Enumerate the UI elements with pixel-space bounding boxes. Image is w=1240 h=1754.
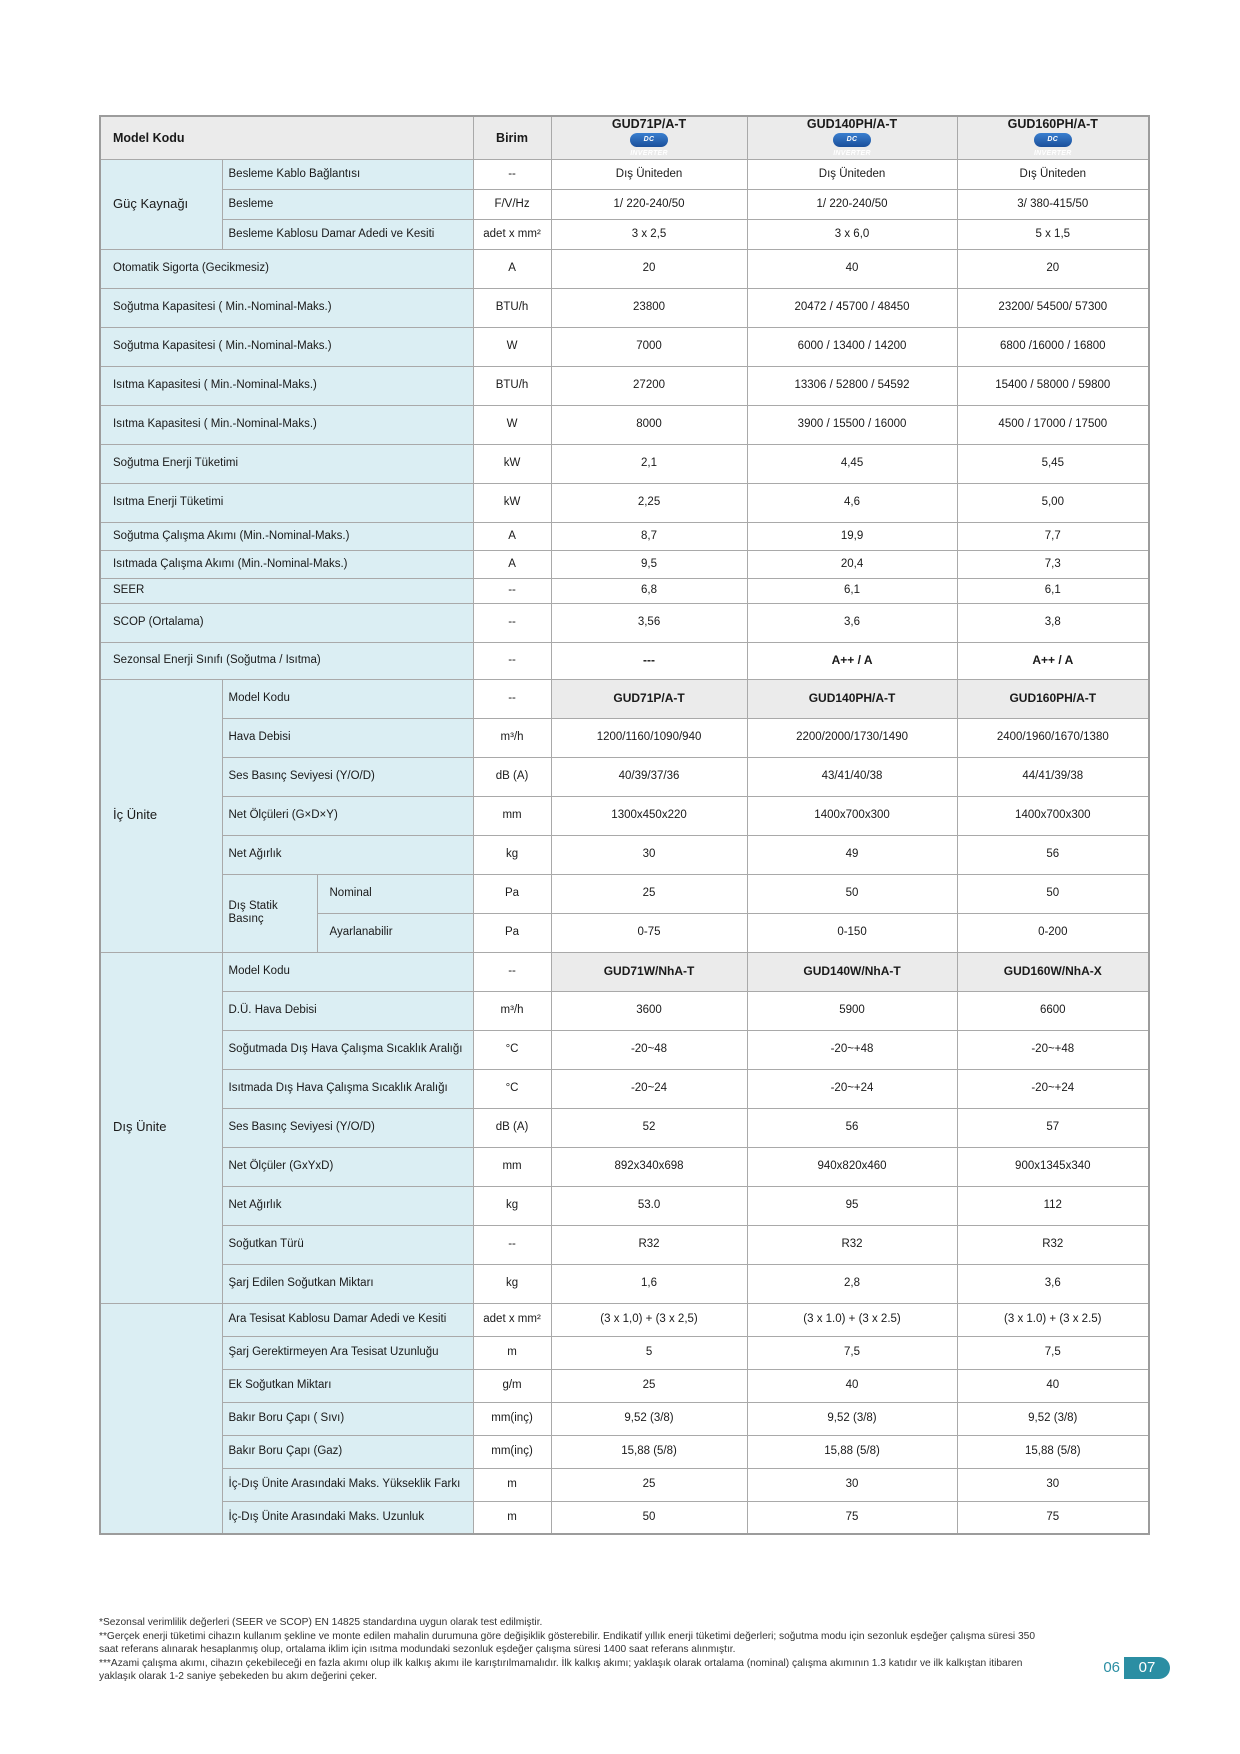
table-row <box>100 550 1149 578</box>
row-sublabel: Nominal <box>317 874 473 913</box>
row-label: Isıtma Enerji Tüketimi <box>100 483 473 522</box>
unit-cell: g/m <box>473 1369 551 1402</box>
value-cell: 0-200 <box>957 913 1149 952</box>
value-cell: 0-75 <box>551 913 747 952</box>
table-row <box>100 1336 1149 1369</box>
value-cell: 23800 <box>551 288 747 327</box>
row-label: Soğutkan Türü <box>222 1225 473 1264</box>
value-cell: 44/41/39/38 <box>957 757 1149 796</box>
table-row <box>100 249 1149 288</box>
value-cell: 23200/ 54500/ 57300 <box>957 288 1149 327</box>
value-cell: 3,56 <box>551 603 747 642</box>
value-cell: 2,1 <box>551 444 747 483</box>
table-row <box>100 718 1149 757</box>
value-cell: 52 <box>551 1108 747 1147</box>
value-cell: 6,8 <box>551 578 747 603</box>
value-cell: 3600 <box>551 991 747 1030</box>
table-row <box>100 874 1149 913</box>
unit-cell: m³/h <box>473 718 551 757</box>
unit-cell: Pa <box>473 913 551 952</box>
row-label: Otomatik Sigorta (Gecikmesiz) <box>100 249 473 288</box>
value-cell: 3,6 <box>957 1264 1149 1303</box>
value-cell: R32 <box>551 1225 747 1264</box>
table-row <box>100 1435 1149 1468</box>
unit-cell: kW <box>473 483 551 522</box>
unit-cell: -- <box>473 1225 551 1264</box>
value-cell: 15,88 (5/8) <box>957 1435 1149 1468</box>
model-header <box>957 116 1149 159</box>
value-cell: 30 <box>747 1468 957 1501</box>
unit-cell: °C <box>473 1030 551 1069</box>
value-cell: 9,52 (3/8) <box>957 1402 1149 1435</box>
value-cell: 49 <box>747 835 957 874</box>
value-cell: -20~+24 <box>957 1069 1149 1108</box>
value-cell: 25 <box>551 874 747 913</box>
row-label: SCOP (Ortalama) <box>100 603 473 642</box>
value-cell: GUD160W/NhA-X <box>957 952 1149 991</box>
value-cell: 3 x 2,5 <box>551 219 747 249</box>
unit-cell: BTU/h <box>473 366 551 405</box>
value-cell: 7,5 <box>747 1336 957 1369</box>
value-cell: 1/ 220-240/50 <box>551 189 747 219</box>
section-indoor-unit: İç Ünite <box>100 679 222 952</box>
row-label: Şarj Gerektirmeyen Ara Tesisat Uzunluğu <box>222 1336 473 1369</box>
row-label: Soğutmada Dış Hava Çalışma Sıcaklık Aralığı <box>222 1030 473 1069</box>
unit-cell: -- <box>473 952 551 991</box>
table-row <box>100 189 1149 219</box>
footnote: ***Azami çalışma akımı, cihazın çekebileceği en fazla akımı olup ilk kalkış akımı ile karıştırılmamalıdır. İlk kalkış akımı; yaklaşık olarak ortalama (nominal) çalışma akımının 1.3 katıdır ve ilk kalkıştan itibaren yaklaşık olarak 1-2 saniye şebekeden bu akım değerini çeker. <box>99 1657 1023 1682</box>
row-label: Isıtma Kapasitesi ( Min.-Nominal-Maks.) <box>100 366 473 405</box>
table-row <box>100 405 1149 444</box>
row-label: Besleme Kablosu Damar Adedi ve Kesiti <box>222 219 473 249</box>
value-cell: 2200/2000/1730/1490 <box>747 718 957 757</box>
table-row <box>100 1225 1149 1264</box>
value-cell: 2,25 <box>551 483 747 522</box>
table-row <box>100 578 1149 603</box>
section-piping <box>100 1303 222 1534</box>
value-cell: 50 <box>747 874 957 913</box>
value-cell: 7,3 <box>957 550 1149 578</box>
table-row <box>100 116 1149 159</box>
value-cell: 112 <box>957 1186 1149 1225</box>
unit-cell: m³/h <box>473 991 551 1030</box>
table-row <box>100 1030 1149 1069</box>
value-cell: 9,52 (3/8) <box>747 1402 957 1435</box>
value-cell: 13306 / 52800 / 54592 <box>747 366 957 405</box>
value-cell: 20 <box>957 249 1149 288</box>
value-cell: 3 x 6,0 <box>747 219 957 249</box>
value-cell: 9,52 (3/8) <box>551 1402 747 1435</box>
value-cell: 2,8 <box>747 1264 957 1303</box>
table-row <box>100 288 1149 327</box>
table-row <box>100 835 1149 874</box>
model-header <box>551 116 747 159</box>
value-cell: -20~48 <box>551 1030 747 1069</box>
value-cell: 5 x 1,5 <box>957 219 1149 249</box>
value-cell: 27200 <box>551 366 747 405</box>
unit-cell: -- <box>473 159 551 189</box>
value-cell: Dış Üniteden <box>957 159 1149 189</box>
value-cell: 50 <box>957 874 1149 913</box>
table-row <box>100 1108 1149 1147</box>
row-label: Bakır Boru Çapı ( Sıvı) <box>222 1402 473 1435</box>
model-name: GUD71P/A-T <box>611 117 687 131</box>
value-cell: 5900 <box>747 991 957 1030</box>
value-cell: 15400 / 58000 / 59800 <box>957 366 1149 405</box>
table-row <box>100 1402 1149 1435</box>
value-cell: 3900 / 15500 / 16000 <box>747 405 957 444</box>
row-label: Soğutma Kapasitesi ( Min.-Nominal-Maks.) <box>100 288 473 327</box>
footnote: **Gerçek enerji tüketimi cihazın kullanım şekline ve monte edilen mahalin durumuna göre değişiklik gösterebilir. Endikatif yıllık enerji tüketimi değerleri; soğutma modu için sezonluk eşdeğer çalışma süresi 350 saat referans alınarak hesaplanmış olup, ortalama iklim için ısıtma modundaki sezonluk eşdeğer çalışma süresi 1400 saat referans alınmıştır. <box>99 1630 1036 1655</box>
unit-cell: mm(inç) <box>473 1435 551 1468</box>
row-label: Ses Basınç Seviyesi (Y/O/D) <box>222 1108 473 1147</box>
model-name: GUD140PH/A-T <box>806 117 898 131</box>
value-cell: 3,6 <box>747 603 957 642</box>
dc-inverter-badge-icon: DC INVERTER <box>833 133 871 147</box>
row-label: Net Ağırlık <box>222 835 473 874</box>
value-cell: GUD160PH/A-T <box>957 679 1149 718</box>
unit-header: Birim <box>473 116 551 159</box>
table-row <box>100 1069 1149 1108</box>
row-label: Model Kodu <box>222 679 473 718</box>
footnotes <box>99 1616 1049 1684</box>
value-cell: 6000 / 13400 / 14200 <box>747 327 957 366</box>
value-cell: 4,45 <box>747 444 957 483</box>
value-cell: Dış Üniteden <box>747 159 957 189</box>
value-cell: 8000 <box>551 405 747 444</box>
dc-inverter-badge-icon: DC INVERTER <box>1034 133 1072 147</box>
row-label: Besleme <box>222 189 473 219</box>
unit-cell: mm <box>473 1147 551 1186</box>
row-label: SEER <box>100 578 473 603</box>
value-cell: 40/39/37/36 <box>551 757 747 796</box>
row-label: İç-Dış Ünite Arasındaki Maks. Yükseklik Farkı <box>222 1468 473 1501</box>
value-cell: 1400x700x300 <box>957 796 1149 835</box>
table-row <box>100 1303 1149 1336</box>
row-label: Isıtmada Çalışma Akımı (Min.-Nominal-Maks.) <box>100 550 473 578</box>
value-cell: 5,00 <box>957 483 1149 522</box>
value-cell: 25 <box>551 1468 747 1501</box>
value-cell: 2400/1960/1670/1380 <box>957 718 1149 757</box>
value-cell: 20472 / 45700 / 48450 <box>747 288 957 327</box>
value-cell: 19,9 <box>747 522 957 550</box>
value-cell: 5,45 <box>957 444 1149 483</box>
value-cell: -20~+48 <box>747 1030 957 1069</box>
dc-inverter-badge-icon: DC INVERTER <box>630 133 668 147</box>
model-code-header: Model Kodu <box>100 116 473 159</box>
unit-cell: kg <box>473 835 551 874</box>
table-row <box>100 1264 1149 1303</box>
value-cell: GUD140W/NhA-T <box>747 952 957 991</box>
row-label: Sezonsal Enerji Sınıfı (Soğutma / Isıtma) <box>100 642 473 679</box>
value-cell: 1/ 220-240/50 <box>747 189 957 219</box>
value-cell: -20~+24 <box>747 1069 957 1108</box>
value-cell: 0-150 <box>747 913 957 952</box>
unit-cell: A <box>473 550 551 578</box>
row-label: İç-Dış Ünite Arasındaki Maks. Uzunluk <box>222 1501 473 1534</box>
unit-cell: -- <box>473 642 551 679</box>
row-label: Ses Basınç Seviyesi (Y/O/D) <box>222 757 473 796</box>
row-label: Net Ölçüleri (G×D×Y) <box>222 796 473 835</box>
table-row <box>100 1147 1149 1186</box>
value-cell: 15,88 (5/8) <box>747 1435 957 1468</box>
value-cell: 40 <box>747 1369 957 1402</box>
value-cell: 1400x700x300 <box>747 796 957 835</box>
table-row <box>100 796 1149 835</box>
section-outdoor-unit: Dış Ünite <box>100 952 222 1303</box>
value-cell: (3 x 1.0) + (3 x 2.5) <box>957 1303 1149 1336</box>
value-cell: 40 <box>747 249 957 288</box>
value-cell: 7000 <box>551 327 747 366</box>
row-label: Ara Tesisat Kablosu Damar Adedi ve Kesiti <box>222 1303 473 1336</box>
value-cell: 1300x450x220 <box>551 796 747 835</box>
value-cell: 6800 /16000 / 16800 <box>957 327 1149 366</box>
unit-cell: A <box>473 249 551 288</box>
value-cell: 75 <box>747 1501 957 1534</box>
row-label: Ek Soğutkan Miktarı <box>222 1369 473 1402</box>
value-cell: 6600 <box>957 991 1149 1030</box>
model-header <box>747 116 957 159</box>
table-row <box>100 483 1149 522</box>
value-cell: 7,7 <box>957 522 1149 550</box>
value-cell: GUD140PH/A-T <box>747 679 957 718</box>
unit-cell: adet x mm² <box>473 1303 551 1336</box>
value-cell: Dış Üniteden <box>551 159 747 189</box>
table-row <box>100 1501 1149 1534</box>
value-cell: 95 <box>747 1186 957 1225</box>
table-row <box>100 642 1149 679</box>
value-cell: A++ / A <box>957 642 1149 679</box>
row-label: Isıtma Kapasitesi ( Min.-Nominal-Maks.) <box>100 405 473 444</box>
table-row <box>100 1468 1149 1501</box>
table-row <box>100 1186 1149 1225</box>
value-cell: 30 <box>551 835 747 874</box>
table-row <box>100 603 1149 642</box>
value-cell: 57 <box>957 1108 1149 1147</box>
value-cell: 40 <box>957 1369 1149 1402</box>
value-cell: 9,5 <box>551 550 747 578</box>
page-number-left: 06 <box>1103 1659 1120 1676</box>
table-row <box>100 444 1149 483</box>
unit-cell: m <box>473 1336 551 1369</box>
value-cell: (3 x 1,0) + (3 x 2,5) <box>551 1303 747 1336</box>
unit-cell: A <box>473 522 551 550</box>
unit-cell: -- <box>473 603 551 642</box>
row-label: Hava Debisi <box>222 718 473 757</box>
unit-cell: F/V/Hz <box>473 189 551 219</box>
value-cell: 6,1 <box>957 578 1149 603</box>
value-cell: A++ / A <box>747 642 957 679</box>
unit-cell: kg <box>473 1264 551 1303</box>
unit-cell: mm(inç) <box>473 1402 551 1435</box>
unit-cell: kW <box>473 444 551 483</box>
section-power-supply: Güç Kaynağı <box>100 159 222 249</box>
table-row <box>100 1369 1149 1402</box>
value-cell: 1,6 <box>551 1264 747 1303</box>
value-cell: 8,7 <box>551 522 747 550</box>
value-cell: GUD71W/NhA-T <box>551 952 747 991</box>
table-row <box>100 679 1149 718</box>
value-cell: (3 x 1.0) + (3 x 2.5) <box>747 1303 957 1336</box>
value-cell: -20~+48 <box>957 1030 1149 1069</box>
row-label: Soğutma Çalışma Akımı (Min.-Nominal-Maks.) <box>100 522 473 550</box>
value-cell: 56 <box>957 835 1149 874</box>
unit-cell: -- <box>473 578 551 603</box>
value-cell: 75 <box>957 1501 1149 1534</box>
value-cell: R32 <box>747 1225 957 1264</box>
row-label: Model Kodu <box>222 952 473 991</box>
page-number-right: 07 <box>1124 1657 1170 1679</box>
row-label: Şarj Edilen Soğutkan Miktarı <box>222 1264 473 1303</box>
row-label: Bakır Boru Çapı (Gaz) <box>222 1435 473 1468</box>
footnote: *Sezonsal verimlilik değerleri (SEER ve SCOP) EN 14825 standardına uygun olarak test edilmiştir. <box>99 1617 543 1628</box>
value-cell: GUD71P/A-T <box>551 679 747 718</box>
value-cell: -20~24 <box>551 1069 747 1108</box>
spec-table <box>99 115 1150 1535</box>
table-row <box>100 366 1149 405</box>
value-cell: 50 <box>551 1501 747 1534</box>
value-cell: 7,5 <box>957 1336 1149 1369</box>
row-label: Besleme Kablo Bağlantısı <box>222 159 473 189</box>
row-label: Isıtmada Dış Hava Çalışma Sıcaklık Aralığı <box>222 1069 473 1108</box>
unit-cell: mm <box>473 796 551 835</box>
value-cell: 4,6 <box>747 483 957 522</box>
value-cell: 1200/1160/1090/940 <box>551 718 747 757</box>
value-cell: 20 <box>551 249 747 288</box>
row-sublabel: Ayarlanabilir <box>317 913 473 952</box>
table-row <box>100 327 1149 366</box>
value-cell: 56 <box>747 1108 957 1147</box>
table-row <box>100 991 1149 1030</box>
unit-cell: °C <box>473 1069 551 1108</box>
row-label: Soğutma Kapasitesi ( Min.-Nominal-Maks.) <box>100 327 473 366</box>
row-label: D.Ü. Hava Debisi <box>222 991 473 1030</box>
unit-cell: -- <box>473 679 551 718</box>
value-cell: 30 <box>957 1468 1149 1501</box>
static-pressure-label: Dış Statik Basınç <box>222 874 317 952</box>
value-cell: 892x340x698 <box>551 1147 747 1186</box>
value-cell: 6,1 <box>747 578 957 603</box>
value-cell: 4500 / 17000 / 17500 <box>957 405 1149 444</box>
unit-cell: BTU/h <box>473 288 551 327</box>
value-cell: 15,88 (5/8) <box>551 1435 747 1468</box>
table-row <box>100 757 1149 796</box>
value-cell: 3,8 <box>957 603 1149 642</box>
value-cell: --- <box>551 642 747 679</box>
row-label: Net Ölçüler (GxYxD) <box>222 1147 473 1186</box>
unit-cell: Pa <box>473 874 551 913</box>
value-cell: 43/41/40/38 <box>747 757 957 796</box>
table-row <box>100 159 1149 189</box>
value-cell: 25 <box>551 1369 747 1402</box>
unit-cell: dB (A) <box>473 1108 551 1147</box>
value-cell: 940x820x460 <box>747 1147 957 1186</box>
value-cell: R32 <box>957 1225 1149 1264</box>
value-cell: 900x1345x340 <box>957 1147 1149 1186</box>
value-cell: 20,4 <box>747 550 957 578</box>
unit-cell: m <box>473 1501 551 1534</box>
unit-cell: W <box>473 405 551 444</box>
value-cell: 5 <box>551 1336 747 1369</box>
table-row <box>100 522 1149 550</box>
table-row <box>100 952 1149 991</box>
unit-cell: kg <box>473 1186 551 1225</box>
value-cell: 3/ 380-415/50 <box>957 189 1149 219</box>
value-cell: 53.0 <box>551 1186 747 1225</box>
unit-cell: m <box>473 1468 551 1501</box>
table-row <box>100 219 1149 249</box>
unit-cell: W <box>473 327 551 366</box>
unit-cell: adet x mm² <box>473 219 551 249</box>
row-label: Net Ağırlık <box>222 1186 473 1225</box>
model-name: GUD160PH/A-T <box>1007 117 1098 131</box>
row-label: Soğutma Enerji Tüketimi <box>100 444 473 483</box>
unit-cell: dB (A) <box>473 757 551 796</box>
